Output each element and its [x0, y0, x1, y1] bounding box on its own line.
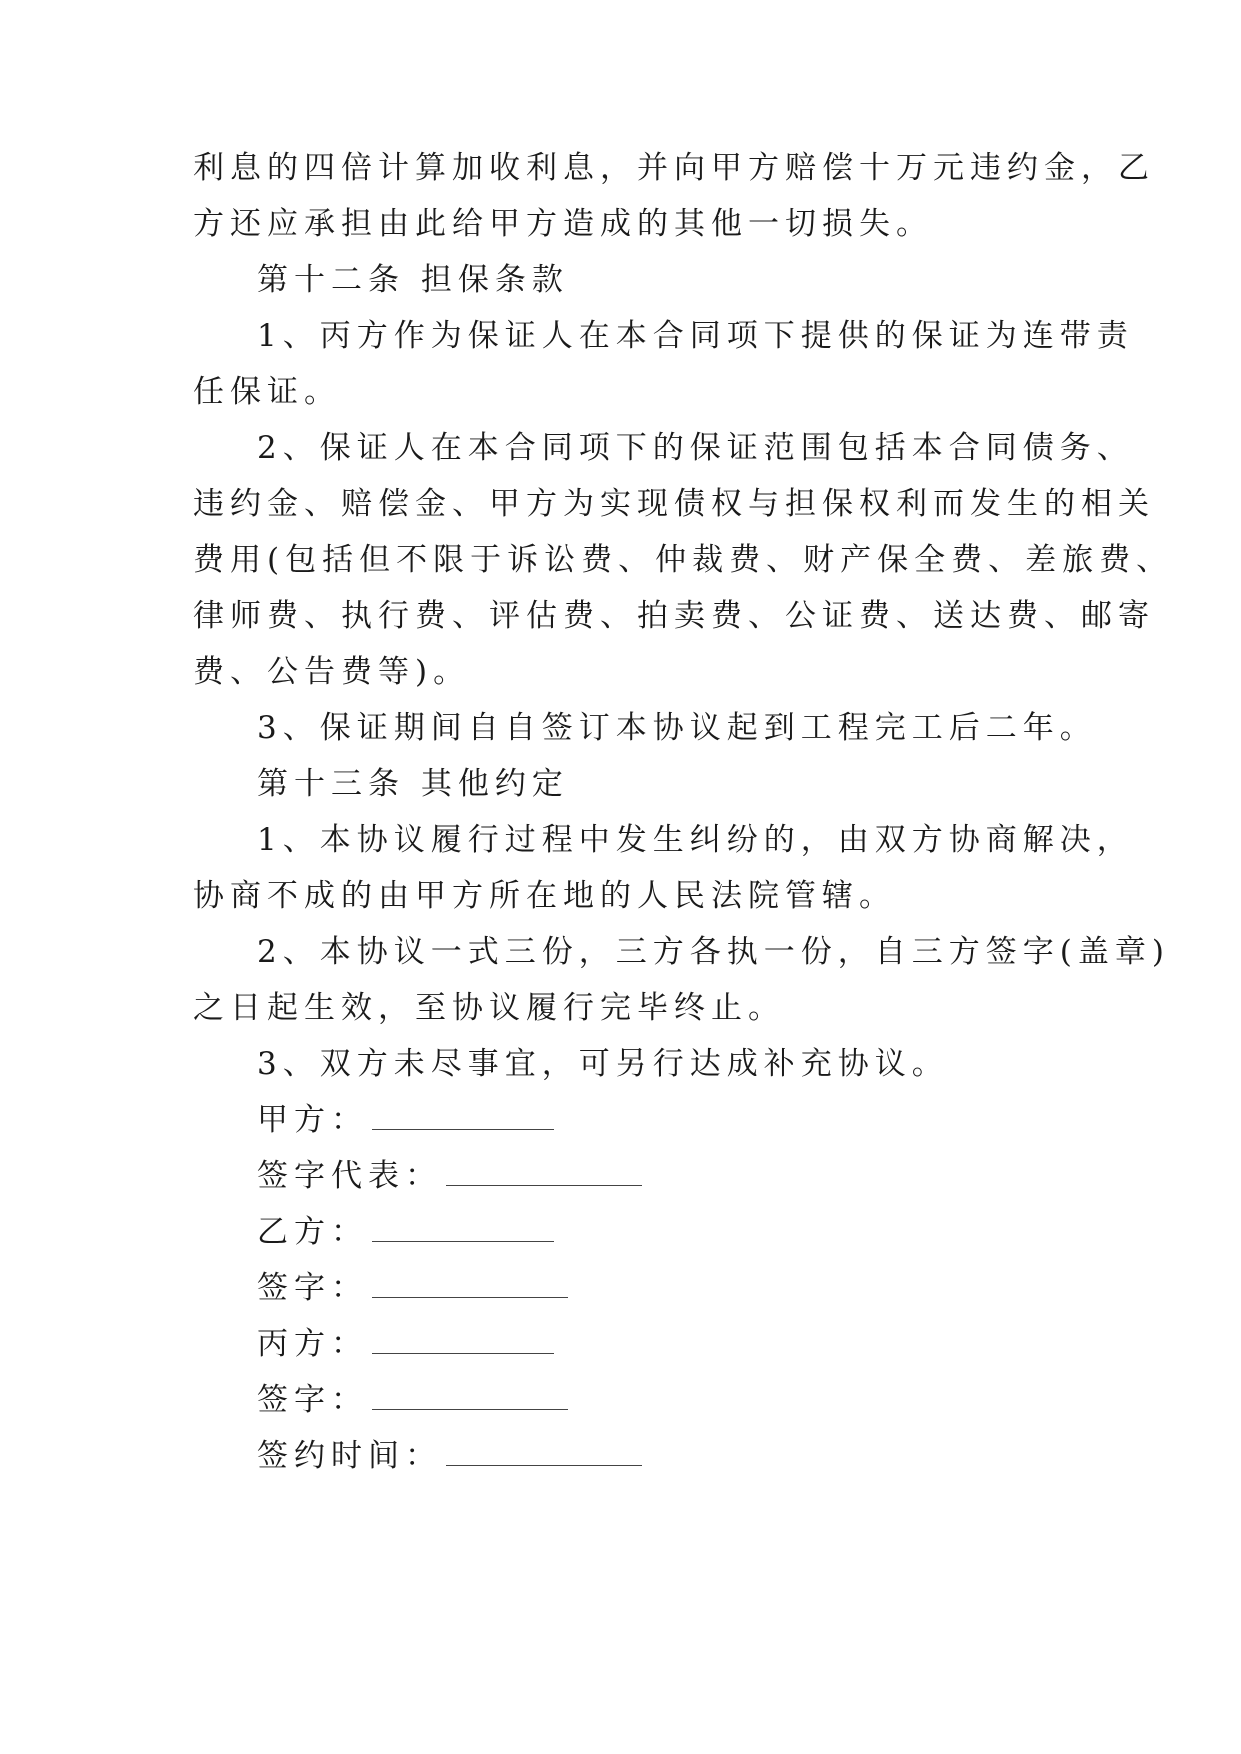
- paragraph-line: 律师费、执行费、评估费、拍卖费、公证费、送达费、邮寄: [193, 598, 1155, 634]
- signature-label: 签字：: [257, 1382, 368, 1418]
- signature-blank: [372, 1379, 568, 1410]
- paragraph-line: 3、双方未尽事宜，可另行达成补充协议。: [257, 1046, 949, 1082]
- paragraph-line: 任保证。: [193, 374, 341, 410]
- signature-label: 签字：: [257, 1270, 368, 1306]
- signature-representative: [257, 1154, 642, 1198]
- signature-label: 签字代表：: [257, 1158, 442, 1194]
- signature-label: 签约时间：: [257, 1438, 442, 1474]
- paragraph-line: 1、丙方作为保证人在本合同项下提供的保证为连带责: [257, 318, 1134, 354]
- signature-party-c: [257, 1322, 554, 1366]
- paragraph-line: 协商不成的由甲方所在地的人民法院管辖。: [193, 878, 896, 914]
- signature-party-b: [257, 1210, 554, 1254]
- signature-party-a: [257, 1098, 554, 1142]
- signature-party-c-sign: [257, 1378, 568, 1422]
- paragraph-line: 3、保证期间自自签订本协议起到工程完工后二年。: [257, 710, 1097, 746]
- signature-label: 甲方：: [257, 1102, 368, 1138]
- signature-blank: [446, 1155, 642, 1186]
- paragraph-line: 违约金、赔偿金、甲方为实现债权与担保权利而发生的相关: [193, 486, 1155, 522]
- signature-blank: [372, 1211, 554, 1242]
- signature-blank: [372, 1267, 568, 1298]
- signature-date: [257, 1434, 642, 1478]
- paragraph-line: 2、保证人在本合同项下的保证范围包括本合同债务、: [257, 430, 1134, 466]
- signature-label: 乙方：: [257, 1214, 368, 1250]
- paragraph-line: 费、公告费等)。: [193, 654, 471, 690]
- signature-party-b-sign: [257, 1266, 568, 1310]
- section-heading-12: 第十二条 担保条款: [257, 262, 569, 298]
- section-heading-13: 第十三条 其他约定: [257, 766, 569, 802]
- paragraph-line: 方还应承担由此给甲方造成的其他一切损失。: [193, 206, 933, 242]
- paragraph-line: 1、本协议履行过程中发生纠纷的，由双方协商解决，: [257, 822, 1134, 858]
- paragraph-line: 费用(包括但不限于诉讼费、仲裁费、财产保全费、差旅费、: [193, 542, 1174, 578]
- signature-blank: [372, 1099, 554, 1130]
- signature-label: 丙方：: [257, 1326, 368, 1362]
- paragraph-line: 利息的四倍计算加收利息，并向甲方赔偿十万元违约金，乙: [193, 150, 1155, 186]
- signature-blank: [446, 1435, 642, 1466]
- paragraph-line: 2、本协议一式三份，三方各执一份，自三方签字(盖章): [257, 934, 1170, 970]
- signature-blank: [372, 1323, 554, 1354]
- paragraph-line: 之日起生效，至协议履行完毕终止。: [193, 990, 785, 1026]
